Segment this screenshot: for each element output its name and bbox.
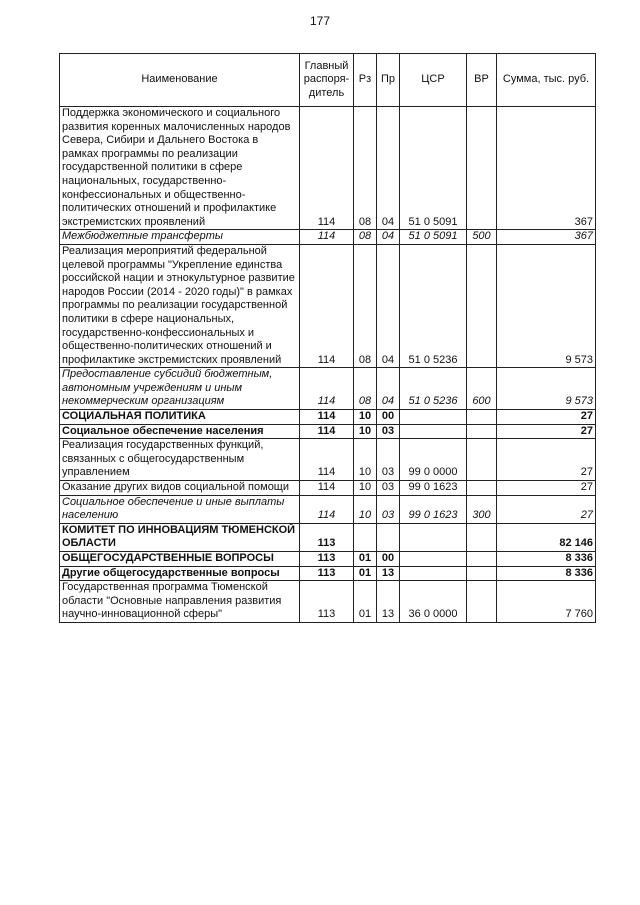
row-pr: 13 bbox=[377, 581, 400, 623]
header-pr: Пр bbox=[377, 54, 400, 107]
row-csr: 51 0 5236 bbox=[400, 368, 467, 410]
row-glav: 113 bbox=[300, 523, 354, 551]
row-pr: 03 bbox=[377, 481, 400, 496]
row-glav: 114 bbox=[300, 410, 354, 425]
table-row bbox=[60, 244, 596, 367]
row-glav: 114 bbox=[300, 230, 354, 245]
row-csr: 36 0 0000 bbox=[400, 581, 467, 623]
row-sum: 27 bbox=[497, 495, 596, 523]
row-rz: 10 bbox=[354, 424, 377, 439]
row-glav: 114 bbox=[300, 368, 354, 410]
header-sum: Сумма, тыс. руб. bbox=[497, 54, 596, 107]
row-pr: 03 bbox=[377, 424, 400, 439]
table-row bbox=[60, 523, 596, 551]
row-vr bbox=[467, 439, 497, 481]
row-name: Социальное обеспечение населения bbox=[60, 424, 300, 439]
row-csr: 99 0 1623 bbox=[400, 495, 467, 523]
row-name: Государственная программа Тюменской области "Основные направления развития научно-инновационной сферы" bbox=[60, 581, 300, 623]
row-vr bbox=[467, 244, 497, 367]
row-csr bbox=[400, 566, 467, 581]
header-csr: ЦСР bbox=[400, 54, 467, 107]
row-csr: 51 0 5236 bbox=[400, 244, 467, 367]
table-row bbox=[60, 566, 596, 581]
table-row bbox=[60, 410, 596, 425]
table-row bbox=[60, 230, 596, 245]
row-name: КОМИТЕТ ПО ИННОВАЦИЯМ ТЮМЕНСКОЙ ОБЛАСТИ bbox=[60, 523, 300, 551]
row-sum: 82 146 bbox=[497, 523, 596, 551]
row-pr: 04 bbox=[377, 107, 400, 230]
row-glav: 114 bbox=[300, 244, 354, 367]
row-rz: 08 bbox=[354, 230, 377, 245]
row-csr: 99 0 0000 bbox=[400, 439, 467, 481]
row-name: ОБЩЕГОСУДАРСТВЕННЫЕ ВОПРОСЫ bbox=[60, 552, 300, 567]
row-sum: 27 bbox=[497, 410, 596, 425]
row-vr bbox=[467, 523, 497, 551]
row-pr: 04 bbox=[377, 230, 400, 245]
row-rz bbox=[354, 523, 377, 551]
table-row bbox=[60, 368, 596, 410]
row-glav: 113 bbox=[300, 566, 354, 581]
row-pr: 04 bbox=[377, 368, 400, 410]
row-vr bbox=[467, 552, 497, 567]
row-sum: 8 336 bbox=[497, 566, 596, 581]
table-row bbox=[60, 581, 596, 623]
row-vr bbox=[467, 424, 497, 439]
row-name: Предоставление субсидий бюджетным, автономным учреждениям и иным некоммерческим организациям bbox=[60, 368, 300, 410]
row-pr: 03 bbox=[377, 439, 400, 481]
row-sum: 27 bbox=[497, 439, 596, 481]
row-rz: 10 bbox=[354, 439, 377, 481]
row-rz: 08 bbox=[354, 107, 377, 230]
table-row bbox=[60, 495, 596, 523]
row-name: СОЦИАЛЬНАЯ ПОЛИТИКА bbox=[60, 410, 300, 425]
row-sum: 9 573 bbox=[497, 368, 596, 410]
table-row bbox=[60, 481, 596, 496]
row-rz: 01 bbox=[354, 552, 377, 567]
row-pr: 00 bbox=[377, 410, 400, 425]
row-rz: 08 bbox=[354, 368, 377, 410]
row-name: Социальное обеспечение и иные выплаты населению bbox=[60, 495, 300, 523]
row-name: Другие общегосударственные вопросы bbox=[60, 566, 300, 581]
page-number: 177 bbox=[309, 14, 331, 28]
row-pr: 04 bbox=[377, 244, 400, 367]
row-rz: 10 bbox=[354, 495, 377, 523]
row-sum: 27 bbox=[497, 481, 596, 496]
row-vr bbox=[467, 481, 497, 496]
row-vr: 500 bbox=[467, 230, 497, 245]
row-csr bbox=[400, 523, 467, 551]
row-sum: 367 bbox=[497, 107, 596, 230]
row-pr: 00 bbox=[377, 552, 400, 567]
row-pr: 03 bbox=[377, 495, 400, 523]
row-sum: 27 bbox=[497, 424, 596, 439]
row-vr: 600 bbox=[467, 368, 497, 410]
table-row bbox=[60, 107, 596, 230]
table-row bbox=[60, 424, 596, 439]
row-rz: 01 bbox=[354, 581, 377, 623]
row-glav: 114 bbox=[300, 424, 354, 439]
row-vr bbox=[467, 566, 497, 581]
table-row bbox=[60, 439, 596, 481]
row-vr: 300 bbox=[467, 495, 497, 523]
row-csr bbox=[400, 552, 467, 567]
row-csr: 51 0 5091 bbox=[400, 107, 467, 230]
row-vr bbox=[467, 581, 497, 623]
row-csr bbox=[400, 410, 467, 425]
table-row bbox=[60, 552, 596, 567]
header-name: Наименование bbox=[60, 54, 300, 107]
row-sum: 7 760 bbox=[497, 581, 596, 623]
row-name: Реализация мероприятий федеральной целевой программы "Укрепление единства российской нации и этнокультурное развитие народов России (2014 - 2020 годы)" в рамках программы по реализации государственной политики в сфере национальных, государственно-конфессиональных и общественно-политических отношений и профилактике экстремистских проявлений bbox=[60, 244, 300, 367]
row-vr bbox=[467, 410, 497, 425]
row-glav: 114 bbox=[300, 107, 354, 230]
row-glav: 114 bbox=[300, 481, 354, 496]
header-vr: ВР bbox=[467, 54, 497, 107]
row-name: Межбюджетные трансферты bbox=[60, 230, 300, 245]
row-sum: 9 573 bbox=[497, 244, 596, 367]
row-pr: 13 bbox=[377, 566, 400, 581]
row-csr bbox=[400, 424, 467, 439]
row-rz: 10 bbox=[354, 481, 377, 496]
row-glav: 114 bbox=[300, 495, 354, 523]
header-glav: Главный распоря-дитель bbox=[300, 54, 354, 107]
row-sum: 367 bbox=[497, 230, 596, 245]
row-pr bbox=[377, 523, 400, 551]
table-header-row bbox=[60, 54, 596, 107]
row-name: Поддержка экономического и социального развития коренных малочисленных народов Севера, Сибири и Дальнего Востока в рамках программы по реализации государственной политики в сфере национальных, государственно-конфессиональных и общественно-политических отношений и профилактике экстремистских проявлений bbox=[60, 107, 300, 230]
row-rz: 08 bbox=[354, 244, 377, 367]
row-csr: 99 0 1623 bbox=[400, 481, 467, 496]
row-sum: 8 336 bbox=[497, 552, 596, 567]
row-glav: 113 bbox=[300, 581, 354, 623]
row-glav: 114 bbox=[300, 439, 354, 481]
row-name: Реализация государственных функций, связанных с общегосударственным управлением bbox=[60, 439, 300, 481]
row-glav: 113 bbox=[300, 552, 354, 567]
budget-table bbox=[59, 53, 596, 623]
row-csr: 51 0 5091 bbox=[400, 230, 467, 245]
row-vr bbox=[467, 107, 497, 230]
header-rz: Рз bbox=[354, 54, 377, 107]
row-name: Оказание других видов социальной помощи bbox=[60, 481, 300, 496]
row-rz: 10 bbox=[354, 410, 377, 425]
row-rz: 01 bbox=[354, 566, 377, 581]
